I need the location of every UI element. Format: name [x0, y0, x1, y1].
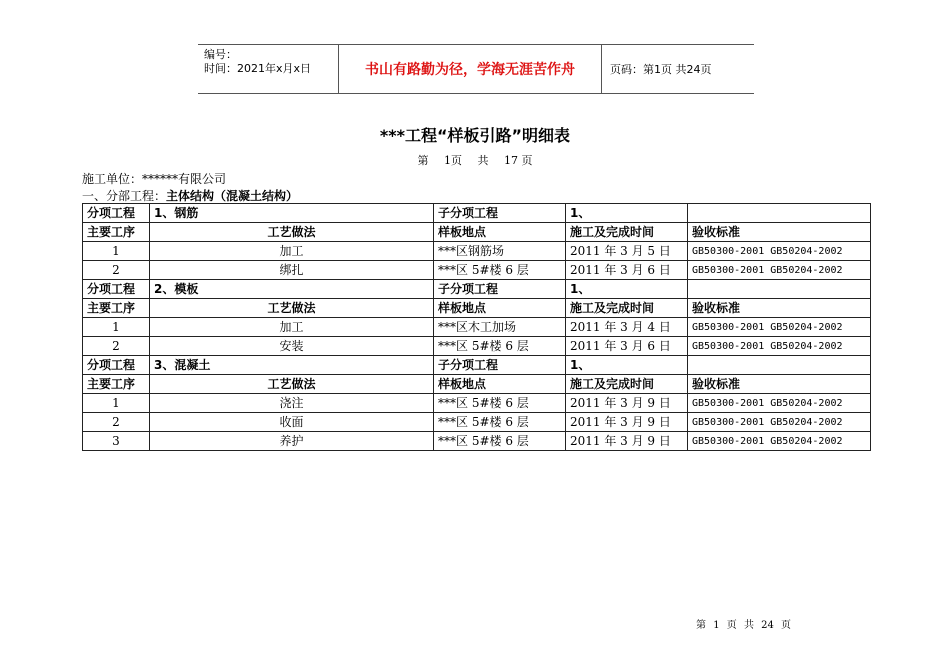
- location-cell: ***区钢筋场: [434, 242, 566, 261]
- seq-cell: 2: [83, 261, 150, 280]
- section-header-row: [83, 280, 871, 299]
- footer-gong: 共: [743, 620, 754, 631]
- seq-cell: 3: [83, 432, 150, 451]
- location-header: 样板地点: [434, 299, 566, 318]
- item-name: 1、钢筋: [150, 204, 434, 223]
- section-header-row: [83, 356, 871, 375]
- table-row: [83, 261, 871, 280]
- seq-cell: 2: [83, 413, 150, 432]
- time-header: 施工及完成时间: [566, 223, 688, 242]
- standard-cell: GB50300-2001 GB50204-2002: [688, 394, 871, 413]
- seq-header: 主要工序: [83, 223, 150, 242]
- column-header-row: [83, 375, 871, 394]
- header-meta: [198, 45, 339, 93]
- sub-item-label: 子分项工程: [434, 356, 566, 375]
- table-row: [83, 318, 871, 337]
- item-name: 2、模板: [150, 280, 434, 299]
- seq-cell: 1: [83, 242, 150, 261]
- header-motto: 书山有路勤为径，学海无涯苦作舟: [339, 45, 602, 93]
- time-header: 施工及完成时间: [566, 375, 688, 394]
- footer-di: 第: [696, 620, 706, 631]
- empty-cell: [688, 280, 871, 299]
- table-row: [83, 337, 871, 356]
- page-header: [198, 44, 754, 94]
- footer-ye2: 页: [781, 620, 792, 631]
- location-cell: ***区 5#楼 6 层: [434, 432, 566, 451]
- method-cell: 安装: [150, 337, 434, 356]
- standard-cell: GB50300-2001 GB50204-2002: [688, 318, 871, 337]
- footer-ye: 页: [726, 620, 737, 631]
- seq-cell: 2: [83, 337, 150, 356]
- division-line: [82, 187, 298, 204]
- time-cell: 2011 年 3 月 6 日: [566, 337, 688, 356]
- document-title: ***工程“样板引路”明细表: [379, 126, 571, 145]
- item-label: 分项工程: [83, 280, 150, 299]
- footer-total: 24: [761, 620, 774, 631]
- column-header-row: [83, 223, 871, 242]
- location-cell: ***区 5#楼 6 层: [434, 394, 566, 413]
- page-info-gong: 共: [477, 154, 489, 167]
- method-cell: 收面: [150, 413, 434, 432]
- detail-table-body: [83, 204, 871, 451]
- location-cell: ***区木工加场: [434, 318, 566, 337]
- sub-item-label: 子分项工程: [434, 280, 566, 299]
- item-label: 分项工程: [83, 356, 150, 375]
- standard-cell: GB50300-2001 GB50204-2002: [688, 261, 871, 280]
- method-header: 工艺做法: [150, 375, 434, 394]
- empty-cell: [688, 204, 871, 223]
- method-header: 工艺做法: [150, 223, 434, 242]
- location-cell: ***区 5#楼 6 层: [434, 261, 566, 280]
- column-header-row: [83, 299, 871, 318]
- table-row: [83, 242, 871, 261]
- method-cell: 加工: [150, 318, 434, 337]
- location-cell: ***区 5#楼 6 层: [434, 413, 566, 432]
- sub-item-value: 1、: [566, 280, 688, 299]
- section-header-row: [83, 204, 871, 223]
- seq-header: 主要工序: [83, 375, 150, 394]
- table-row: [83, 394, 871, 413]
- sub-item-value: 1、: [566, 356, 688, 375]
- page-info-num: 1页: [444, 154, 462, 167]
- item-name: 3、混凝土: [150, 356, 434, 375]
- standard-cell: GB50300-2001 GB50204-2002: [688, 432, 871, 451]
- location-header: 样板地点: [434, 375, 566, 394]
- sub-item-value: 1、: [566, 204, 688, 223]
- table-row: [83, 432, 871, 451]
- time-cell: 2011 年 3 月 5 日: [566, 242, 688, 261]
- division-prefix: 一、分部工程：: [82, 189, 167, 203]
- method-cell: 浇注: [150, 394, 434, 413]
- footer-num: 1: [713, 620, 720, 631]
- location-cell: ***区 5#楼 6 层: [434, 337, 566, 356]
- standard-cell: GB50300-2001 GB50204-2002: [688, 413, 871, 432]
- seq-header: 主要工序: [83, 299, 150, 318]
- division-name: 主体结构（混凝土结构）: [166, 189, 299, 203]
- standard-header: 验收标准: [688, 223, 871, 242]
- sub-item-label: 子分项工程: [434, 204, 566, 223]
- header-page-label: 页码：第1页 共24页: [610, 63, 712, 76]
- time-cell: 2011 年 3 月 6 日: [566, 261, 688, 280]
- method-header: 工艺做法: [150, 299, 434, 318]
- method-cell: 绑扎: [150, 261, 434, 280]
- page-info: [0, 152, 950, 168]
- table-row: [83, 413, 871, 432]
- standard-cell: GB50300-2001 GB50204-2002: [688, 242, 871, 261]
- empty-cell: [688, 356, 871, 375]
- time-cell: 2011 年 3 月 9 日: [566, 432, 688, 451]
- item-label: 分项工程: [83, 204, 150, 223]
- detail-table: [82, 203, 871, 451]
- page-info-total: 17 页: [504, 154, 533, 167]
- standard-header: 验收标准: [688, 375, 871, 394]
- method-cell: 养护: [150, 432, 434, 451]
- seq-cell: 1: [83, 394, 150, 413]
- code-label: 编号：: [204, 48, 237, 61]
- standard-header: 验收标准: [688, 299, 871, 318]
- page-info-di: 第: [417, 154, 429, 167]
- location-header: 样板地点: [434, 223, 566, 242]
- time-cell: 2011 年 3 月 9 日: [566, 413, 688, 432]
- time-header: 施工及完成时间: [566, 299, 688, 318]
- page-footer: [696, 616, 795, 631]
- time-cell: 2011 年 3 月 9 日: [566, 394, 688, 413]
- time-cell: 2011 年 3 月 4 日: [566, 318, 688, 337]
- time-label: 时间：2021年x月x日: [204, 62, 312, 75]
- method-cell: 加工: [150, 242, 434, 261]
- seq-cell: 1: [83, 318, 150, 337]
- standard-cell: GB50300-2001 GB50204-2002: [688, 337, 871, 356]
- company-line: 施工单位：******有限公司: [82, 172, 227, 186]
